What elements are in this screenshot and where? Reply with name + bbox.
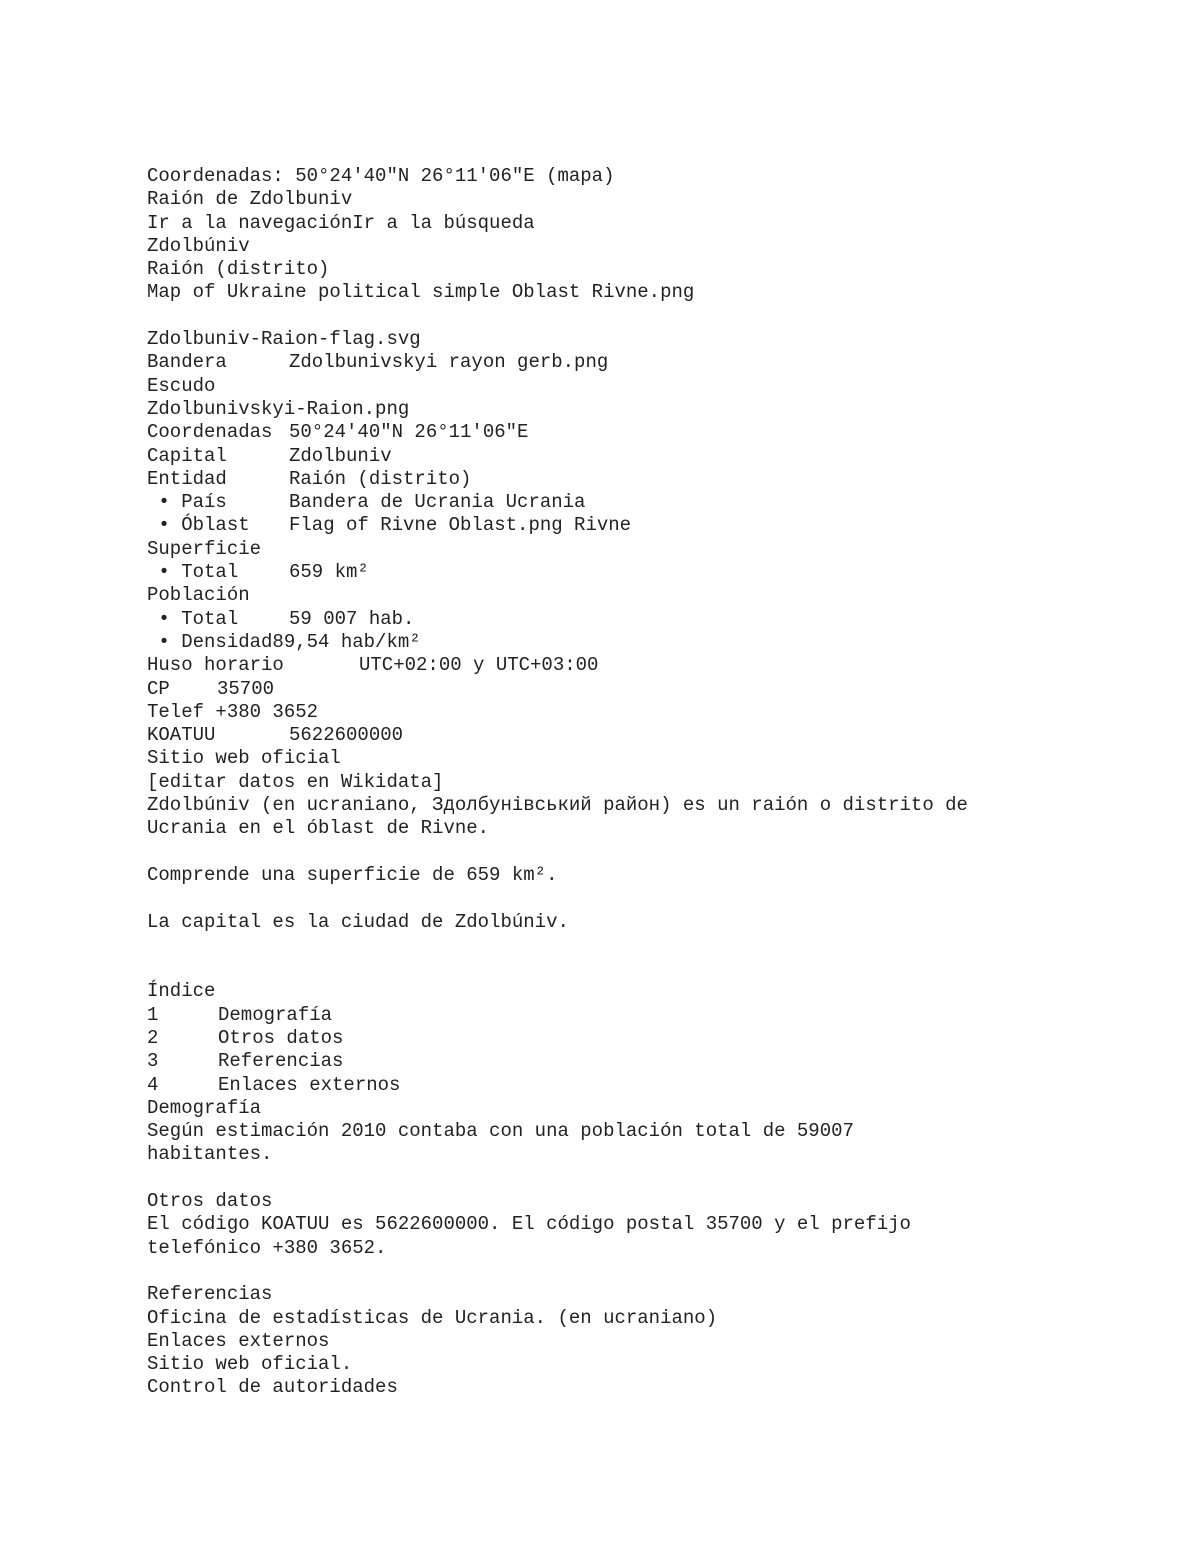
toc-item[interactable]	[147, 1074, 1147, 1097]
poblacion-label: Población	[147, 584, 250, 607]
spacer	[147, 1260, 1147, 1283]
spacer	[147, 305, 1147, 328]
spacer	[147, 1167, 1147, 1190]
spacer	[147, 957, 1147, 980]
densidad-value: 89,54 hab/km²	[272, 630, 421, 653]
spacer	[147, 934, 1147, 957]
infobox-row-pais	[147, 491, 1147, 514]
section-heading-demografia: Demografía	[147, 1096, 262, 1119]
infobox-row-superficie-total	[147, 561, 1147, 584]
demografia-paragraph-line-2: habitantes.	[147, 1143, 273, 1166]
telef-value: +380 3652	[215, 700, 319, 723]
intro-paragraph-line-1: Zdolbúniv (en ucraniano, Здолбунівський район) es un raión o distrito de	[147, 794, 968, 817]
infobox-row-coordenadas	[147, 421, 1147, 444]
toc-item-label[interactable]: Referencias	[218, 1050, 344, 1073]
edit-wikidata-link[interactable]: [editar datos en Wikidata]	[147, 770, 444, 793]
infobox-row-telef	[147, 701, 1147, 724]
toc-title: Índice	[147, 980, 216, 1003]
infobox-row-huso	[147, 654, 1147, 677]
huso-label: Huso horario	[147, 654, 284, 677]
spacer	[147, 841, 1147, 864]
cp-label: CP	[147, 677, 170, 700]
infobox-row-poblacion-total	[147, 608, 1147, 631]
superficie-total-label: • Total	[147, 561, 239, 584]
capital-label: Capital	[147, 444, 227, 467]
official-site-link[interactable]: Sitio web oficial	[147, 747, 341, 770]
huso-value[interactable]: UTC+02:00 y UTC+03:00	[359, 654, 599, 677]
gerb-image-caption: Zdolbunivskyi rayon gerb.png	[289, 351, 609, 374]
entidad-label: Entidad	[147, 467, 227, 490]
infobox-row-koatuu	[147, 724, 1147, 747]
infobox-name: Zdolbúniv	[147, 234, 250, 257]
toc-item-number: 2	[147, 1026, 159, 1049]
section-heading-enlaces-externos: Enlaces externos	[147, 1329, 330, 1352]
toc-item-label[interactable]: Otros datos	[218, 1026, 344, 1049]
infobox-row-capital	[147, 445, 1147, 468]
spacer	[147, 887, 1147, 910]
otros-datos-paragraph-line-1: El código KOATUU es 5622600000. El código postal 35700 y el prefijo	[147, 1213, 911, 1236]
infobox-type: Raión (distrito)	[147, 258, 330, 281]
superficie-label: Superficie	[147, 537, 262, 560]
intro-paragraph-line-2: Ucrania en el óblast de Rivne.	[147, 817, 490, 840]
capital-value[interactable]: Zdolbuniv	[289, 444, 392, 467]
pais-label: • País	[147, 491, 227, 514]
authority-control-link[interactable]: Control de autoridades	[147, 1376, 398, 1399]
telef-label: Telef	[147, 700, 205, 723]
document-page	[147, 165, 1147, 1400]
superficie-paragraph: Comprende una superficie de 659 km².	[147, 863, 558, 886]
otros-datos-paragraph-line-2: telefónico +380 3652.	[147, 1236, 387, 1259]
toc-item-number: 3	[147, 1050, 159, 1073]
toc-item-label[interactable]: Enlaces externos	[218, 1073, 401, 1096]
flag-image-caption: Zdolbuniv-Raion-flag.svg	[147, 328, 421, 351]
infobox-row-cp	[147, 678, 1147, 701]
page-title: Raión de Zdolbuniv	[147, 188, 353, 211]
koatuu-label: KOATUU	[147, 724, 216, 747]
entidad-value: Raión (distrito)	[289, 467, 472, 490]
capital-paragraph: La capital es la ciudad de Zdolbúniv.	[147, 910, 569, 933]
infobox-row-densidad	[147, 631, 1147, 654]
toc-item[interactable]	[147, 1027, 1147, 1050]
cp-value: 35700	[217, 677, 275, 700]
map-image-caption: Map of Ukraine political simple Oblast Rivne.png	[147, 281, 695, 304]
coordinates-label: Coordenadas	[147, 421, 273, 444]
demografia-paragraph-line-1: Según estimación 2010 contaba con una población total de 59007	[147, 1120, 854, 1143]
oblast-label: • Óblast	[147, 514, 250, 537]
toc-item-label[interactable]: Demografía	[218, 1003, 333, 1026]
superficie-total-value: 659 km²	[289, 561, 369, 584]
section-heading-otros-datos: Otros datos	[147, 1190, 273, 1213]
external-link-official-site[interactable]: Sitio web oficial.	[147, 1353, 353, 1376]
pais-value[interactable]: Bandera de Ucrania Ucrania	[289, 491, 586, 514]
coordinates-line[interactable]: Coordenadas: 50°24′40″N 26°11′06″E (mapa)	[147, 165, 615, 187]
poblacion-total-label: • Total	[147, 607, 239, 630]
section-heading-referencias: Referencias	[147, 1283, 273, 1306]
poblacion-total-value: 59 007 hab.	[289, 607, 415, 630]
coordinates-value[interactable]: 50°24′40″N 26°11′06″E	[289, 421, 529, 444]
toc-item-number: 4	[147, 1073, 159, 1096]
infobox-row-bandera	[147, 351, 1147, 374]
reference-item[interactable]: Oficina de estadísticas de Ucrania. (en ucraniano)	[147, 1306, 718, 1329]
infobox-row-entidad	[147, 468, 1147, 491]
escudo-label: Escudo	[147, 374, 216, 397]
koatuu-value: 5622600000	[289, 724, 404, 747]
navigation-links[interactable]: Ir a la navegaciónIr a la búsqueda	[147, 211, 535, 234]
toc-item[interactable]	[147, 1050, 1147, 1073]
toc-item[interactable]	[147, 1004, 1147, 1027]
densidad-label: • Densidad	[147, 630, 273, 653]
raion-image-caption: Zdolbunivskyi-Raion.png	[147, 397, 410, 420]
telef-separator	[204, 701, 215, 724]
oblast-value[interactable]: Flag of Rivne Oblast.png Rivne	[289, 514, 632, 537]
toc-item-number: 1	[147, 1003, 159, 1026]
infobox-row-oblast	[147, 514, 1147, 537]
bandera-label: Bandera	[147, 351, 227, 374]
